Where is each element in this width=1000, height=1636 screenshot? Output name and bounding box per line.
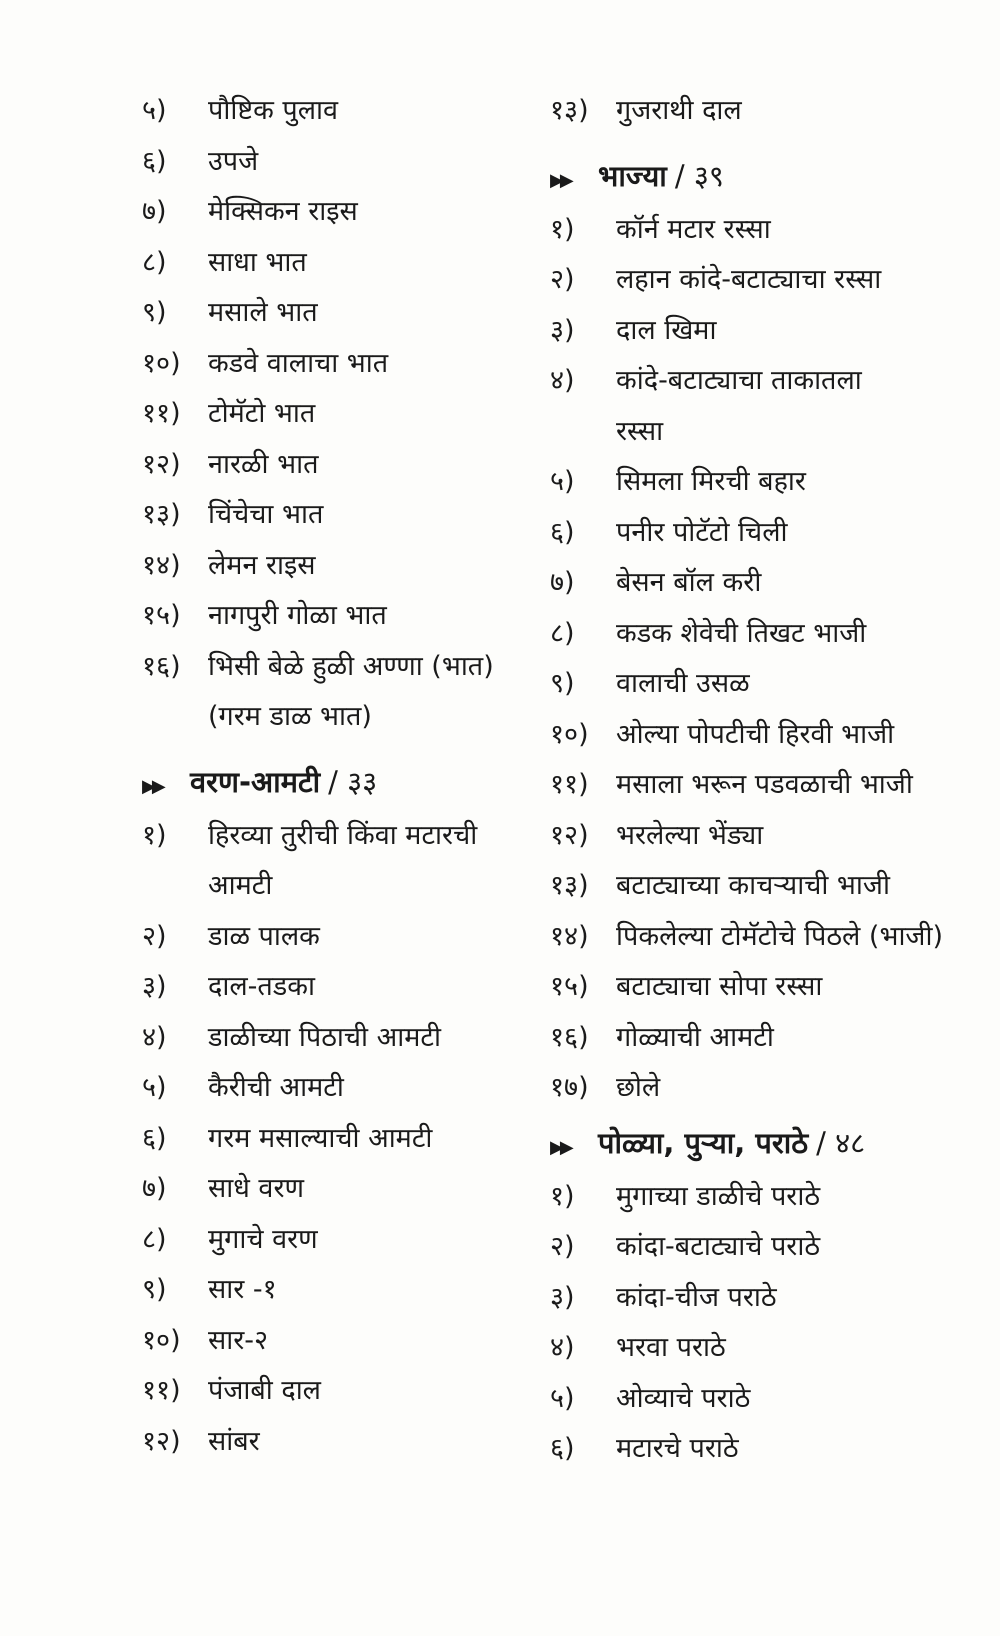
section-heading-bhajya [550, 147, 970, 205]
item-number: ८) [142, 1223, 167, 1255]
item-title: डाळ पालक [208, 920, 320, 952]
item-number: ८) [142, 246, 167, 278]
list-item [550, 1063, 970, 1114]
list-item [550, 710, 970, 761]
list-item [142, 440, 522, 491]
double-arrow-icon: ▶▶ [550, 1136, 570, 1158]
varan-list [142, 811, 522, 1468]
list-item [550, 306, 970, 357]
item-number: ९) [550, 668, 575, 699]
item-number: १३) [550, 870, 589, 901]
item-title: सार -१ [208, 1274, 277, 1305]
item-title: कडवे वालाचा भात [208, 347, 389, 379]
item-number: १६) [550, 1021, 589, 1053]
item-title: रस्सा [616, 415, 664, 447]
list-item [550, 861, 970, 912]
item-title: उपजे [208, 145, 259, 177]
list-item [550, 1374, 970, 1425]
item-number: १२) [550, 819, 589, 851]
list-item [142, 1417, 522, 1468]
item-number: १४) [550, 920, 589, 952]
item-title: मसाले भात [208, 297, 318, 328]
list-item [550, 609, 970, 660]
item-number: ११) [142, 1375, 181, 1406]
list-item [550, 811, 970, 862]
item-title: ओव्याचे पराठे [616, 1382, 751, 1414]
list-item [550, 356, 970, 407]
item-title: आमटी [208, 870, 273, 901]
item-number: १०) [142, 347, 181, 379]
left-column [142, 86, 522, 1467]
item-title: गोळ्याची आमटी [616, 1021, 774, 1053]
item-title: पिकलेल्या टोमॅटोचे पिठले (भाजी) [616, 920, 943, 952]
double-arrow-icon: ▶▶ [550, 169, 570, 191]
item-number: ८) [550, 617, 575, 649]
list-item [142, 962, 522, 1013]
item-title: टोमॅटो भात [208, 398, 316, 429]
item-title: हिरव्या तुरीची किंवा मटारची [208, 819, 478, 851]
list-item [550, 1013, 970, 1064]
section-page-number: / ३९ [674, 158, 724, 193]
list-item [142, 1366, 522, 1417]
item-number: ९) [142, 297, 167, 328]
section-heading-polya [550, 1114, 970, 1172]
section-title: वरण-आमटी [190, 764, 321, 799]
item-title: सिमला मिरची बहार [616, 466, 806, 497]
item-title: गरम मसाल्याची आमटी [208, 1122, 433, 1154]
item-title: पंजाबी दाल [208, 1375, 321, 1406]
list-item [550, 558, 970, 609]
item-title: मटारचे पराठे [616, 1433, 739, 1464]
item-title: मसाला भरून पडवळाची भाजी [616, 769, 913, 800]
section-title: भाज्या [598, 158, 667, 193]
polya-list [550, 1172, 970, 1475]
item-title: पनीर पोटॅटो चिली [616, 516, 788, 548]
item-number: १०) [550, 718, 589, 750]
item-title: डाळीच्या पिठाची आमटी [208, 1021, 441, 1053]
item-title: साधा भात [208, 246, 307, 278]
list-item [142, 389, 522, 440]
item-title: गुजराथी दाल [616, 95, 742, 126]
item-title: मेक्सिकन राइस [208, 196, 358, 227]
item-title: साधे वरण [208, 1173, 305, 1204]
item-number: ५) [550, 466, 575, 497]
list-item [142, 187, 522, 238]
item-number: ९) [142, 1274, 167, 1305]
bhajya-list [550, 205, 970, 1114]
item-number: २) [550, 1231, 575, 1262]
list-item [550, 205, 970, 256]
item-title: दाल खिमा [616, 314, 717, 346]
list-item [550, 1222, 970, 1273]
item-title: भरलेल्या भेंड्या [616, 819, 764, 851]
list-item [550, 1323, 970, 1374]
list-item [142, 1316, 522, 1367]
list-item [550, 760, 970, 811]
item-title: भिसी बेळे हुळी अण्णा (भात) [208, 650, 494, 682]
item-title: ओल्या पोपटीची हिरवी भाजी [616, 718, 895, 750]
rice-list [142, 86, 522, 743]
double-arrow-icon: ▶▶ [142, 775, 162, 797]
list-item-continuation [142, 692, 522, 743]
right-column [550, 86, 970, 1475]
list-item [142, 1114, 522, 1165]
item-number: ४) [550, 1332, 575, 1363]
item-number: १६) [142, 650, 181, 682]
section-heading-varan [142, 753, 522, 811]
list-item [550, 86, 970, 137]
item-title: कांदा-चीज पराठे [616, 1281, 777, 1313]
item-title: नारळी भात [208, 448, 319, 480]
item-number: १३) [550, 95, 589, 126]
item-title: लेमन राइस [208, 549, 316, 581]
list-item [142, 490, 522, 541]
item-number: १०) [142, 1324, 181, 1356]
item-title: बेसन बॉल करी [616, 567, 762, 598]
item-title: बटाट्याच्या काचऱ्याची भाजी [616, 870, 890, 901]
item-number: ३) [142, 971, 167, 1002]
item-number: ६) [142, 145, 167, 177]
item-title: कॉर्न मटार रस्सा [616, 213, 771, 245]
list-item [142, 1265, 522, 1316]
list-item [550, 457, 970, 508]
list-item [550, 659, 970, 710]
list-item [550, 1172, 970, 1223]
item-title: मुगाच्या डाळीचे पराठे [616, 1180, 821, 1212]
list-item [550, 912, 970, 963]
item-number: १) [550, 213, 575, 245]
item-number: ३) [550, 1281, 575, 1313]
item-title: चिंचेचा भात [208, 499, 324, 530]
item-number: ५) [142, 95, 167, 126]
section-page-number: / ३३ [328, 764, 378, 799]
item-title: लहान कांदे-बटाट्याचा रस्सा [616, 264, 882, 295]
list-item [142, 912, 522, 963]
list-item [550, 1273, 970, 1324]
section-title: पोळ्या, पुऱ्या, पराठे [598, 1125, 809, 1160]
item-title: छोले [616, 1072, 661, 1103]
item-number: ३) [550, 314, 575, 346]
item-number: ७) [550, 567, 575, 598]
list-item [142, 238, 522, 289]
list-item [550, 1424, 970, 1475]
item-title: मुगाचे वरण [208, 1223, 318, 1255]
item-title: पौष्टिक पुलाव [208, 95, 339, 126]
item-number: ७) [142, 1173, 167, 1204]
item-number: ६) [550, 1433, 575, 1464]
list-item [550, 508, 970, 559]
item-title: बटाट्याचा सोपा रस्सा [616, 971, 823, 1002]
item-title: नागपुरी गोळा भात [208, 600, 387, 631]
item-number: ६) [142, 1122, 167, 1154]
item-title: कैरीची आमटी [208, 1072, 344, 1103]
list-item [142, 1215, 522, 1266]
list-item [142, 591, 522, 642]
item-title: कडक शेवेची तिखट भाजी [616, 617, 867, 649]
item-number: ६) [550, 516, 575, 548]
list-item [142, 288, 522, 339]
item-number: ७) [142, 196, 167, 227]
item-number: १५) [550, 971, 589, 1002]
list-item-continuation [142, 861, 522, 912]
item-number: ५) [550, 1382, 575, 1414]
list-item [142, 1063, 522, 1114]
item-number: १२) [142, 448, 181, 480]
item-number: १४) [142, 549, 181, 581]
item-number: १) [550, 1180, 575, 1212]
list-item [142, 1164, 522, 1215]
list-item [142, 1013, 522, 1064]
list-item [142, 339, 522, 390]
item-number: २) [550, 264, 575, 295]
list-item [142, 811, 522, 862]
list-item-continuation [550, 407, 970, 458]
item-number: २) [142, 920, 167, 952]
item-number: ४) [142, 1021, 167, 1053]
section-page-number: / ४८ [816, 1125, 866, 1160]
item-number: ११) [142, 398, 181, 429]
item-title: कांदे-बटाट्याचा ताकातला [616, 365, 862, 396]
item-title: सांबर [208, 1425, 260, 1457]
item-number: ४) [550, 365, 575, 396]
list-item [142, 137, 522, 188]
item-number: ११) [550, 769, 589, 800]
item-number: १३) [142, 499, 181, 530]
item-title: सार-२ [208, 1324, 269, 1356]
list-item [550, 255, 970, 306]
item-title: वालाची उसळ [616, 668, 750, 699]
item-title: दाल-तडका [208, 971, 315, 1002]
list-item [142, 541, 522, 592]
item-number: १२) [142, 1425, 181, 1457]
item-title: भरवा पराठे [616, 1332, 726, 1363]
item-number: १५) [142, 600, 181, 631]
item-number: ५) [142, 1072, 167, 1103]
item-title: (गरम डाळ भात) [208, 701, 372, 732]
item-number: १) [142, 819, 167, 851]
list-item [142, 642, 522, 693]
item-number: १७) [550, 1072, 589, 1103]
list-item [142, 86, 522, 137]
item-title: कांदा-बटाट्याचे पराठे [616, 1231, 821, 1262]
list-item [550, 962, 970, 1013]
